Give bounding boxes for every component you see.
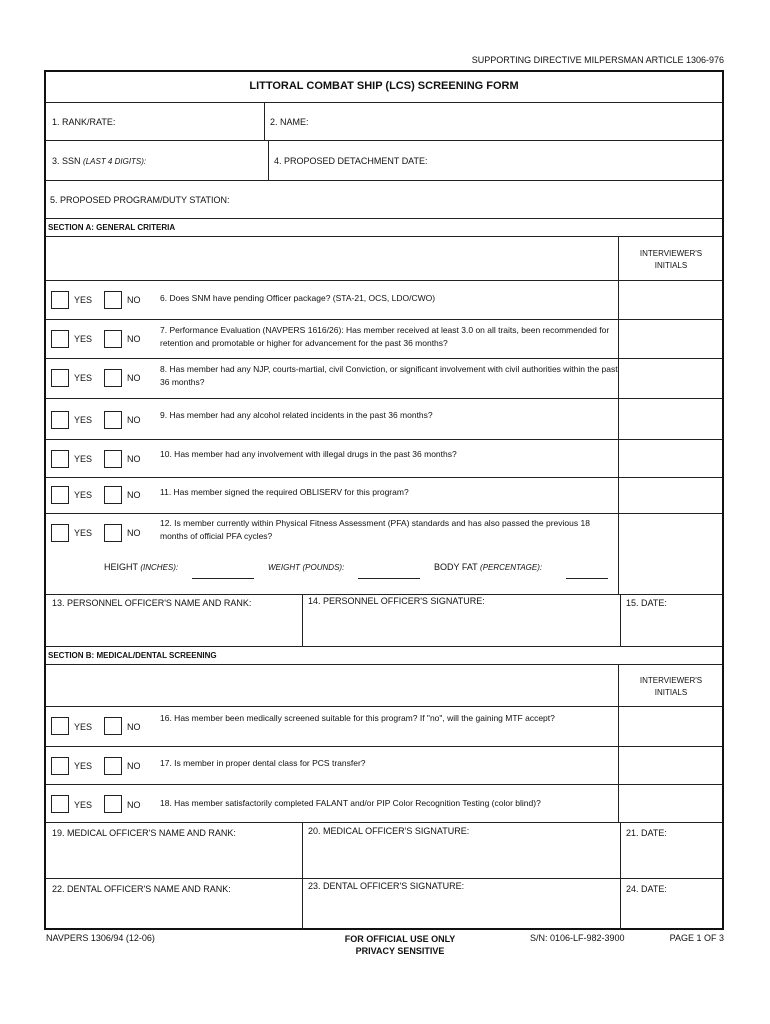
initials-header-line1: INTERVIEWER'S: [639, 249, 703, 258]
q16-no-checkbox[interactable]: [104, 717, 122, 735]
weight-unit: (POUNDS):: [302, 563, 345, 572]
section-b-title: SECTION B: MEDICAL/DENTAL SCREENING: [48, 651, 217, 660]
screening-form: [44, 70, 724, 930]
q10-no-label: NO: [127, 454, 141, 464]
height-text: HEIGHT: [104, 562, 138, 572]
bodyfat-input-line[interactable]: [566, 578, 608, 579]
personnel-officer-signature-field[interactable]: 14. PERSONNEL OFFICER'S SIGNATURE:: [308, 596, 485, 606]
personnel-officer-name-field[interactable]: 13. PERSONNEL OFFICER'S NAME AND RANK:: [52, 598, 252, 608]
medical-officer-signature-field[interactable]: 20. MEDICAL OFFICER'S SIGNATURE:: [308, 826, 470, 836]
dental-date-field[interactable]: 24. DATE:: [626, 884, 667, 894]
question-16: 16. Has member been medically screened suitable for this program? If "no", will the gaining MTF accept?: [160, 713, 555, 723]
q8-no-checkbox[interactable]: [104, 369, 122, 387]
bodyfat-label: [434, 562, 542, 572]
stock-number: S/N: 0106-LF-982-3900: [530, 933, 625, 943]
section-a-title: SECTION A: GENERAL CRITERIA: [48, 223, 176, 232]
bodyfat-text: BODY FAT: [434, 562, 478, 572]
q17-no-checkbox[interactable]: [104, 757, 122, 775]
section-b-initials-header: [620, 675, 722, 699]
question-17: 17. Is member in proper dental class for PCS transfer?: [160, 758, 366, 768]
section-a-initials-header: [620, 248, 722, 272]
directive-reference: SUPPORTING DIRECTIVE MILPERSMAN ARTICLE 1306-976: [471, 55, 724, 65]
q12-yes-label: YES: [74, 528, 93, 538]
height-unit: (INCHES):: [140, 563, 179, 572]
q10-yes-checkbox[interactable]: [51, 450, 69, 468]
q7-no-label: NO: [127, 334, 141, 344]
medical-officer-name-field[interactable]: 19. MEDICAL OFFICER'S NAME AND RANK:: [52, 828, 236, 838]
q11-no-checkbox[interactable]: [104, 486, 122, 504]
q6-yes-checkbox[interactable]: [51, 291, 69, 309]
q16-yes-label: YES: [74, 722, 93, 732]
medical-date-field[interactable]: 21. DATE:: [626, 828, 667, 838]
q8-yes-checkbox[interactable]: [51, 369, 69, 387]
q18-no-checkbox[interactable]: [104, 795, 122, 813]
q11-yes-checkbox[interactable]: [51, 486, 69, 504]
form-title: LITTORAL COMBAT SHIP (LCS) SCREENING FORM: [249, 80, 519, 92]
q17-no-label: NO: [127, 761, 141, 771]
q18-yes-checkbox[interactable]: [51, 795, 69, 813]
handling-notice: [290, 933, 510, 957]
page-number: PAGE 1 OF 3: [669, 933, 724, 943]
q10-no-checkbox[interactable]: [104, 450, 122, 468]
q17-yes-checkbox[interactable]: [51, 757, 69, 775]
dental-officer-signature-field[interactable]: 23. DENTAL OFFICER'S SIGNATURE:: [308, 881, 465, 891]
q12-yes-checkbox[interactable]: [51, 524, 69, 542]
weight-input-line[interactable]: [358, 578, 420, 579]
q9-yes-label: YES: [74, 415, 93, 425]
q9-no-label: NO: [127, 415, 141, 425]
q8-yes-label: YES: [74, 373, 93, 383]
q6-yes-label: YES: [74, 295, 93, 305]
form-number: NAVPERS 1306/94 (12-06): [46, 933, 155, 943]
weight-text: WEIGHT: [268, 563, 300, 572]
name-field[interactable]: 2. NAME:: [270, 117, 309, 127]
height-input-line[interactable]: [192, 578, 254, 579]
rank-rate-field[interactable]: 1. RANK/RATE:: [52, 117, 116, 127]
initials-header-line1: INTERVIEWER'S: [639, 676, 703, 685]
q7-yes-label: YES: [74, 334, 93, 344]
question-9: 9. Has member had any alcohol related incidents in the past 36 months?: [160, 410, 433, 420]
q18-no-label: NO: [127, 800, 141, 810]
question-10: 10. Has member had any involvement with illegal drugs in the past 36 months?: [160, 449, 457, 459]
q10-yes-label: YES: [74, 454, 93, 464]
question-11: 11. Has member signed the required OBLISERV for this program?: [160, 487, 409, 497]
question-18: 18. Has member satisfactorily completed FALANT and/or PIP Color Recognition Testing (color blind)?: [160, 798, 541, 808]
q6-no-checkbox[interactable]: [104, 291, 122, 309]
q7-no-checkbox[interactable]: [104, 330, 122, 348]
q16-no-label: NO: [127, 722, 141, 732]
question-8: 8. Has member had any NJP, courts-martial, civil Conviction, or significant involvement with civil authorities within the past 36 months?: [160, 364, 618, 387]
initials-header-line2: INITIALS: [654, 688, 688, 697]
bodyfat-unit: (PERCENTAGE):: [480, 563, 543, 572]
initials-header-line2: INITIALS: [654, 261, 688, 270]
q9-yes-checkbox[interactable]: [51, 411, 69, 429]
dental-officer-name-field[interactable]: 22. DENTAL OFFICER'S NAME AND RANK:: [52, 884, 231, 894]
detachment-date-field[interactable]: 4. PROPOSED DETACHMENT DATE:: [274, 156, 428, 166]
privacy-notice: PRIVACY SENSITIVE: [355, 946, 445, 956]
q17-yes-label: YES: [74, 761, 93, 771]
ssn-field[interactable]: [52, 156, 146, 166]
q11-no-label: NO: [127, 490, 141, 500]
q9-no-checkbox[interactable]: [104, 411, 122, 429]
q11-yes-label: YES: [74, 490, 93, 500]
q8-no-label: NO: [127, 373, 141, 383]
question-12: 12. Is member currently within Physical Fitness Assessment (PFA) standards and has also passed the previous 18 months of official PFA cycles?: [160, 518, 590, 541]
official-use-notice: FOR OFFICIAL USE ONLY: [344, 934, 456, 944]
ssn-label: 3. SSN: [52, 156, 81, 166]
question-7: 7. Performance Evaluation (NAVPERS 1616/26): Has member received at least 3.0 on all traits, been recommended for retention and promotable or higher for advancement for the past 36 months?: [160, 325, 610, 348]
q12-no-checkbox[interactable]: [104, 524, 122, 542]
q6-no-label: NO: [127, 295, 141, 305]
q7-yes-checkbox[interactable]: [51, 330, 69, 348]
height-label: [104, 562, 178, 572]
question-6: 6. Does SNM have pending Officer package? (STA-21, OCS, LDO/CWO): [160, 293, 436, 303]
q12-no-label: NO: [127, 528, 141, 538]
ssn-note: (LAST 4 DIGITS):: [83, 157, 147, 166]
personnel-date-field[interactable]: 15. DATE:: [626, 598, 667, 608]
q18-yes-label: YES: [74, 800, 93, 810]
q16-yes-checkbox[interactable]: [51, 717, 69, 735]
weight-label: [268, 562, 344, 572]
program-station-field[interactable]: 5. PROPOSED PROGRAM/DUTY STATION:: [50, 195, 230, 205]
